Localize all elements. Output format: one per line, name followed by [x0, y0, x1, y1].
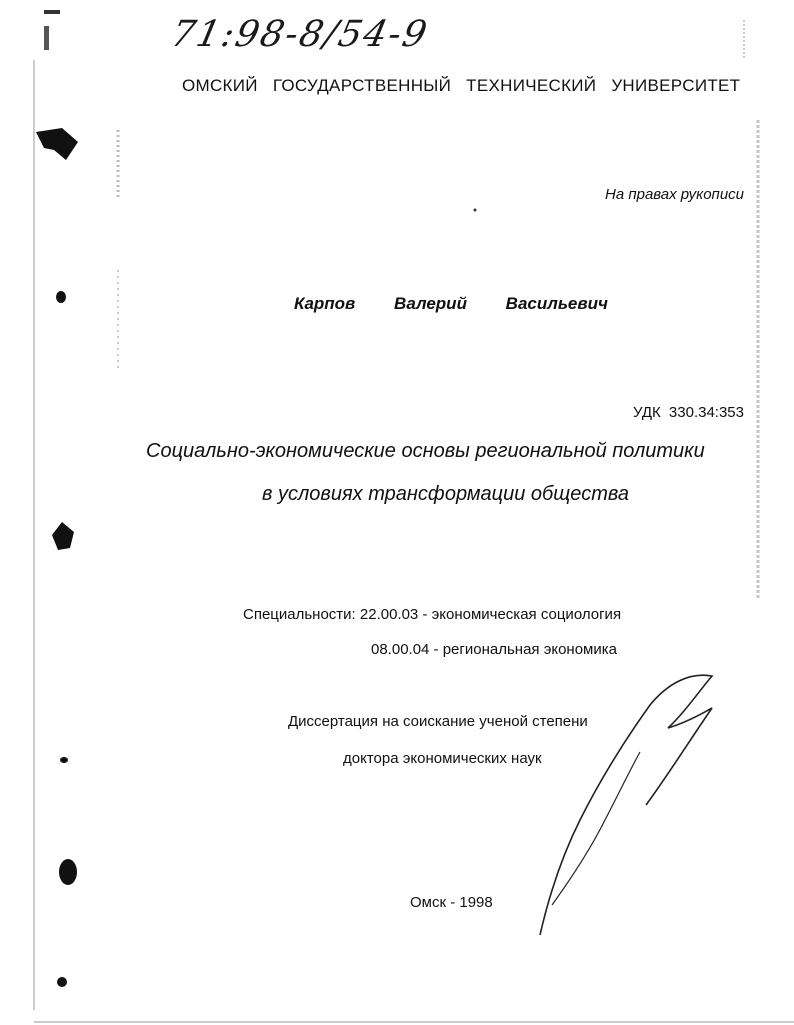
punch-hole-mark	[36, 128, 78, 160]
corner-mark	[44, 26, 49, 50]
specialty-line-2: 08.00.04 - региональная экономика	[371, 641, 617, 658]
manuscript-rights-note: На правах рукописи	[605, 186, 744, 203]
dissertation-line-1: Диссертация на соискание ученой степени	[288, 713, 588, 730]
place-and-year: Омск - 1998	[410, 894, 493, 911]
corner-mark	[44, 10, 60, 14]
author-name: Карпов Валерий Васильевич	[294, 294, 608, 313]
title-line-2: в условиях трансформации общества	[262, 483, 629, 505]
university-name: ОМСКИЙ ГОСУДАРСТВЕННЫЙ ТЕХНИЧЕСКИЙ УНИВЕРСИТЕТ	[182, 76, 741, 95]
punch-hole-mark	[60, 757, 68, 763]
handwritten-catalog-number: 71:98-8/54-9	[167, 14, 433, 55]
punch-hole-mark	[52, 522, 74, 550]
dissertation-line-2: доктора экономических наук	[343, 750, 542, 767]
specialty-line-1: Специальности: 22.00.03 - экономическая социология	[243, 606, 622, 623]
signature-mark	[552, 752, 640, 905]
punch-hole-mark	[57, 977, 67, 987]
scan-noise	[474, 209, 477, 212]
punch-hole-mark	[59, 859, 77, 885]
title-line-1: Социально-экономические основы региональной политики	[146, 440, 705, 462]
punch-hole-mark	[56, 291, 66, 303]
udk-code: УДК 330.34:353	[633, 404, 744, 421]
